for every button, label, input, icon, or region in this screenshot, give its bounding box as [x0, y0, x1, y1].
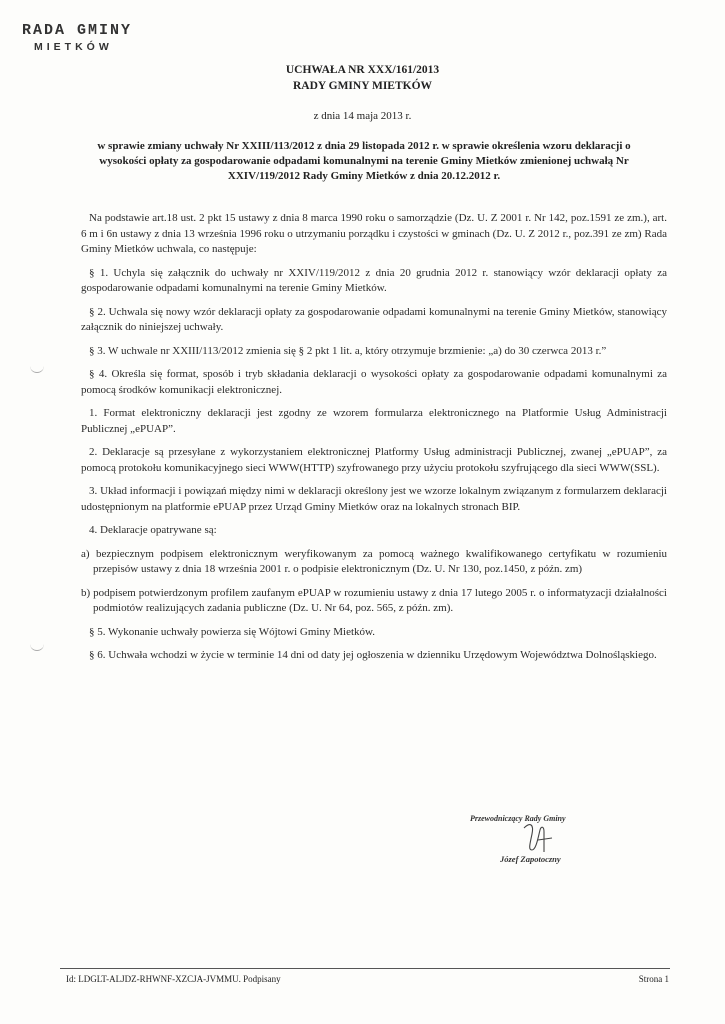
scan-mark [30, 640, 44, 651]
resolution-body [81, 211, 667, 672]
scan-mark [30, 362, 44, 373]
page-number: Strona 1 [638, 974, 669, 984]
section-1: § 1. Uchyla się załącznik do uchwały nr XXIV/119/2012 z dnia 20 grudnia 2012 r. stanowiący wzór deklaracji opłaty za gospodarowanie odpadami komunalnymi na terenie Gminy Mietków. [81, 266, 667, 294]
document-id: Id: LDGLT-ALJDZ-RHWNF-XZCJA-JVMMU. Podpisany [66, 974, 281, 984]
legal-basis-paragraph: Na podstawie art.18 ust. 2 pkt 15 ustawy z dnia 8 marca 1990 roku o samorządzie (Dz. U. Z 2001 r. Nr 142, poz.1591 ze zm.), art. 6 m i 6n ustawy z dnia 13 września 1996 roku o utrzymaniu porządku i czystości w gminach (Dz. U. Z 2012 r., poz.391 ze zm) Rada Gminy Mietków uchwala, co następuje: [81, 212, 667, 255]
signatory-name: Józef Zapotoczny [500, 854, 561, 864]
stamp-line-2: MIETKÓW [34, 41, 113, 53]
resolution-date: z dnia 14 maja 2013 r. [313, 110, 412, 122]
signature-block [470, 806, 630, 876]
handwritten-signature-icon [520, 820, 560, 856]
stamp-line-1: RADA GMINY [22, 22, 133, 39]
council-stamp [22, 22, 132, 53]
resolution-authority: RADY GMINY MIETKÓW [292, 80, 433, 92]
section-4-point-2: 2. Deklaracje są przesyłane z wykorzystaniem elektronicznej Platformy Usług administracji Publicznej, zwanej „ePUAP”, za pomocą protokołu komunikacyjnego sieci WWW(HTTP) szyfrowanego przy użyciu protokołu szyfrującego dla sieci WWW(SSL). [81, 446, 667, 474]
section-4-point-3: 3. Układ informacji i powiązań między nimi w deklaracji określony jest we wzorze lokalnym związanym z formularzem deklaracji udostępnionym na platformie ePUAP przez Urząd Gminy Mietków oraz na lokalnych stronach BIP. [81, 485, 667, 513]
resolution-subject: w sprawie zmiany uchwały Nr XXIII/113/2012 z dnia 29 listopada 2012 r. w sprawie określenia wzoru deklaracji o wysokości opłaty za gospodarowanie odpadami komunalnymi na terenie Gminy Mietków zmienionej uchwałą Nr XXIV/119/2012 Rady Gminy Mietków z dnia 20.12.2012 r. [97, 140, 631, 182]
resolution-number: UCHWAŁA NR XXX/161/2013 [285, 64, 440, 76]
section-4: § 4. Określa się format, sposób i tryb składania deklaracji o wysokości opłaty za gospodarowanie odpadami komunalnymi za pomocą środków komunikacji elektronicznej. [81, 368, 667, 396]
section-4-point-4: 4. Deklaracje opatrywane są: [89, 524, 217, 536]
section-2: § 2. Uchwala się nowy wzór deklaracji opłaty za gospodarowanie odpadami komunalnymi na terenie Gminy Mietków, stanowiący załącznik do niniejszej uchwały. [81, 305, 667, 333]
section-6: § 6. Uchwała wchodzi w życie w terminie 14 dni od daty jej ogłoszenia w dzienniku Urzędowym Województwa Dolnośląskiego. [89, 649, 657, 661]
section-5: § 5. Wykonanie uchwały powierza się Wójtowi Gminy Mietków. [89, 625, 375, 638]
footer-divider [60, 968, 670, 969]
section-3: § 3. W uchwale nr XXIII/113/2012 zmienia się § 2 pkt 1 lit. a, który otrzymuje brzmienie: „a) do 30 czerwca 2013 r.” [89, 344, 607, 357]
section-4-point-4-b: b) podpisem potwierdzonym profilem zaufanym ePUAP w rozumieniu ustawy z dnia 17 lutego 2005 r. o informatyzacji działalności podmiotów realizujących zadania publiczne (Dz. U. Nr 64, poz. 565, z późn. zm). [81, 586, 667, 614]
section-4-point-1: 1. Format elektroniczny deklaracji jest zgodny ze wzorem formularza elektronicznego na Platformie Usług Administracji Publicznej „ePUAP”. [81, 407, 667, 435]
signatory-role: Przewodniczący Rady Gminy [470, 814, 566, 823]
section-4-point-4-a: a) bezpiecznym podpisem elektronicznym weryfikowanym za pomocą ważnego kwalifikowanego certyfikatu w rozumieniu przepisów ustawy z dnia 18 września 2001 r. o podpisie elektronicznym (Dz. U. Nr 130, poz.1450, z późn. zm) [81, 547, 667, 575]
